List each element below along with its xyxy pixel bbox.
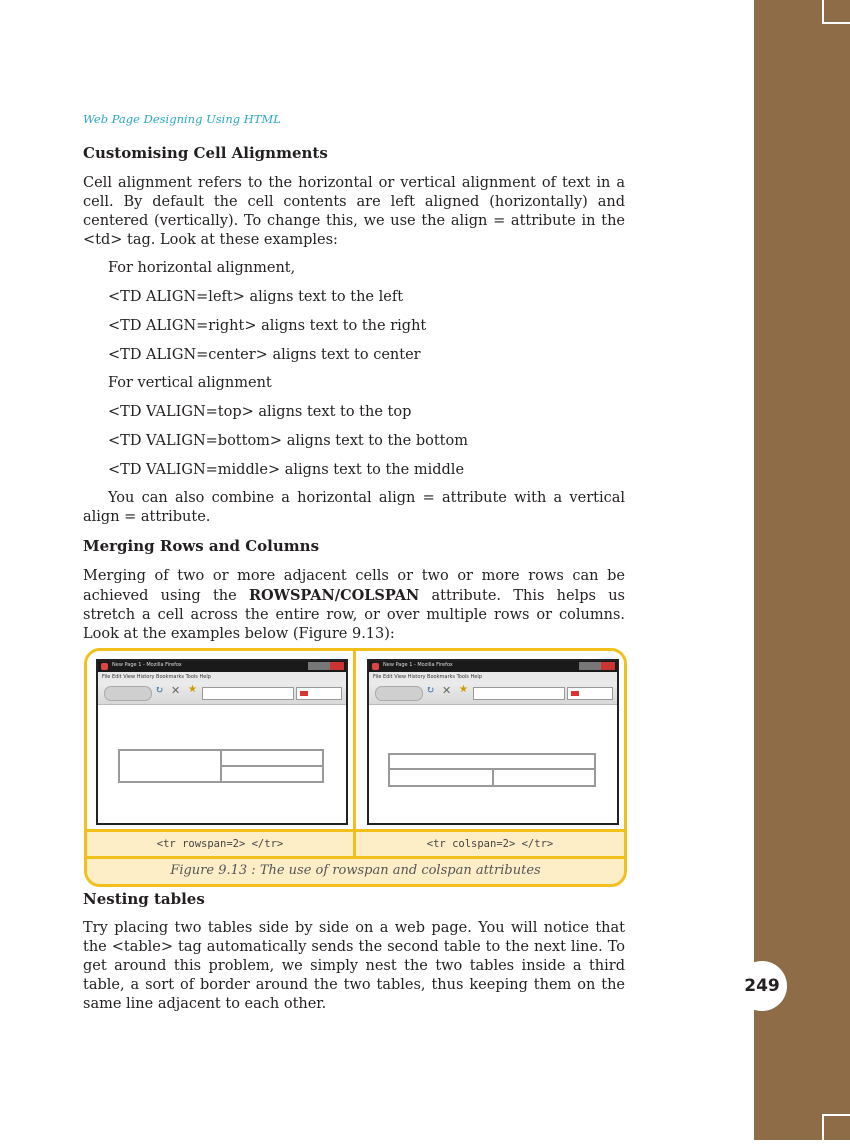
- example-line: <TD ALIGN=right> aligns text to the right: [108, 318, 427, 334]
- colspan-panel: [356, 651, 624, 829]
- example-line: <TD ALIGN=left> aligns text to the left: [108, 289, 404, 305]
- search-box: [296, 687, 342, 700]
- stop-icon: ✕: [171, 684, 181, 697]
- example-line: <TD ALIGN=center> aligns text to center: [108, 347, 421, 363]
- window-controls: [308, 662, 344, 670]
- home-icon: ★: [188, 684, 197, 695]
- search-box: [567, 687, 613, 700]
- page-content: [98, 705, 346, 823]
- example-line: For vertical alignment: [108, 375, 272, 391]
- page-number: 249: [737, 961, 787, 1011]
- reload-icon: ↻: [155, 685, 164, 696]
- paragraph-combine: You can also combine a horizontal align = attribute with a vertical align = attribute.: [83, 490, 625, 525]
- back-forward-icon: [104, 686, 152, 701]
- merging-keyword: ROWSPAN/COLSPAN: [248, 587, 420, 604]
- menu-bar: File Edit View History Bookmarks Tools Help: [98, 672, 346, 682]
- window-title: New Page 1 - Mozilla Firefox: [112, 662, 182, 668]
- stop-icon: ✕: [442, 684, 452, 697]
- browser-screenshot-rowspan: [96, 659, 348, 825]
- address-bar: [202, 687, 294, 700]
- window-titlebar: [98, 661, 346, 672]
- window-title: New Page 1 - Mozilla Firefox: [383, 662, 453, 668]
- example-line: <TD VALIGN=middle> aligns text to the middle: [108, 462, 465, 478]
- running-head: Web Page Designing Using HTML: [83, 112, 281, 126]
- crop-mark-top: [822, 0, 850, 24]
- merging-text-end: attribute. This helps us stretch a cell across the entire row, or over multiple rows or columns. Look at the examples below (Figure 9.13):: [83, 588, 625, 642]
- firefox-icon: [372, 663, 379, 670]
- reload-icon: ↻: [426, 685, 435, 696]
- figure-9-13: [84, 648, 627, 887]
- colspan-table: [388, 753, 596, 787]
- rowspan-table: [118, 749, 324, 783]
- paragraph-alignment-intro: Cell alignment refers to the horizontal or vertical alignment of text in a cell. By default the cell contents are left aligned (horizontally) and centered (vertically). To change this, we use the align = attribute in the <td> tag. Look at these examples:: [83, 175, 625, 248]
- window-titlebar: [369, 661, 617, 672]
- paragraph-merging: [83, 567, 625, 644]
- navigation-toolbar: [369, 682, 617, 705]
- window-controls: [579, 662, 615, 670]
- merging-text-start: Merging of two or more adjacent cells or two or more rows can be achieved using the: [83, 568, 625, 604]
- rowspan-code: <tr rowspan=2> </tr>: [87, 832, 356, 856]
- back-forward-icon: [375, 686, 423, 701]
- page-content: [369, 705, 617, 823]
- example-line: For horizontal alignment,: [108, 260, 296, 276]
- browser-screenshot-colspan: [367, 659, 619, 825]
- navigation-toolbar: [98, 682, 346, 705]
- crop-mark-bottom: [822, 1114, 850, 1146]
- colspan-code: <tr colspan=2> </tr>: [426, 838, 554, 850]
- example-line: <TD VALIGN=top> aligns text to the top: [108, 404, 412, 420]
- close-icon: [330, 662, 344, 670]
- heading-cell-alignments: Customising Cell Alignments: [83, 144, 328, 162]
- rowspan-panel: [87, 651, 356, 829]
- home-icon: ★: [459, 684, 468, 695]
- menu-bar: File Edit View History Bookmarks Tools Help: [369, 672, 617, 682]
- paragraph-nesting: Try placing two tables side by side on a web page. You will notice that the <table> tag automatically sends the second table to the next line. To get around this problem, we simply nest the two tables inside a third table, a sort of border around the two tables, thus keeping them on the same line adjacent to each other.: [83, 920, 625, 1012]
- example-line: <TD VALIGN=bottom> aligns text to the bottom: [108, 433, 468, 449]
- address-bar: [473, 687, 565, 700]
- close-icon: [601, 662, 615, 670]
- heading-merging: Merging Rows and Columns: [83, 537, 320, 555]
- figure-caption: Figure 9.13 : The use of rowspan and colspan attributes: [170, 863, 541, 878]
- firefox-icon: [101, 663, 108, 670]
- heading-nesting: Nesting tables: [83, 890, 205, 908]
